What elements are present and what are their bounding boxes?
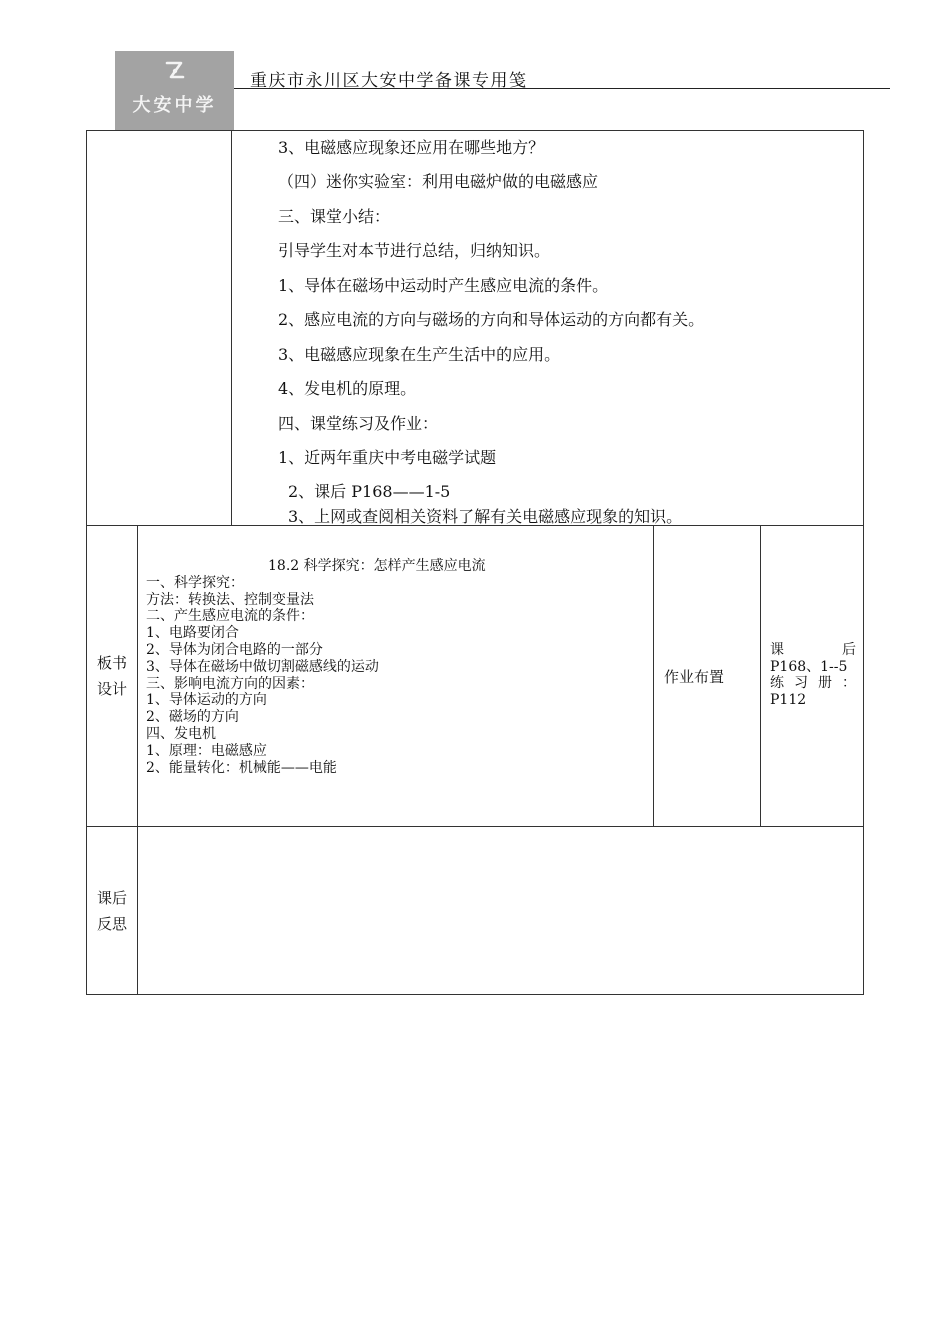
board-line: 方法：转换法、控制变量法: [146, 591, 314, 608]
process-line: 4、发电机的原理。: [278, 379, 417, 398]
board-line: 一、科学探究：: [146, 574, 244, 591]
board-line: 2、磁场的方向: [146, 709, 239, 726]
board-title: 18.2 科学探究：怎样产生感应电流: [268, 558, 486, 574]
board-line: 二、产生感应电流的条件：: [146, 608, 314, 625]
school-emblem-icon: [163, 59, 187, 81]
process-line: 3、上网或查阅相关资料了解有关电磁感应现象的知识。: [288, 507, 683, 526]
table-border-top: [86, 130, 864, 131]
reflection-content-area[interactable]: [138, 827, 863, 994]
process-line: 2、感应电流的方向与磁场的方向和导体运动的方向都有关。: [278, 310, 705, 329]
board-line: 1、导体运动的方向: [146, 692, 267, 709]
homework-content-divider: [760, 525, 761, 826]
table-border-left: [86, 130, 87, 995]
board-line: 1、电路要闭合: [146, 625, 239, 642]
table-border-right: [863, 130, 864, 995]
board-line: 四、发电机: [146, 725, 216, 742]
process-line: 三、课堂小结：: [278, 207, 391, 226]
board-design-content: [146, 558, 486, 776]
process-line: 2、课后 P168——1-5: [288, 482, 451, 501]
homework-label: 作业布置: [664, 668, 725, 686]
process-line: 3、电磁感应现象在生产生活中的应用。: [278, 345, 561, 364]
school-logo: [115, 51, 234, 130]
board-line: 1、原理：电磁感应: [146, 742, 267, 759]
board-line: 2、能量转化：机械能——电能: [146, 759, 337, 776]
page-title: 重庆市永川区大安中学备课专用笺: [250, 71, 528, 91]
process-line: 引导学生对本节进行总结，归纳知识。: [278, 241, 551, 260]
header-divider: [234, 88, 890, 89]
board-line: 三、影响电流方向的因素：: [146, 675, 314, 692]
table-border-bottom: [86, 994, 864, 995]
logo-text: 大安中学: [132, 95, 217, 116]
process-line: 四、课堂练习及作业：: [278, 414, 439, 433]
process-line: 3、电磁感应现象还应用在哪些地方？: [278, 138, 545, 157]
process-line: （四）迷你实验室：利用电磁炉做的电磁感应: [278, 172, 599, 191]
board-line: 3、导体在磁场中做切割磁感线的运动: [146, 658, 379, 675]
process-line: 1、近两年重庆中考电磁学试题: [278, 448, 497, 467]
board-line: 2、导体为闭合电路的一部分: [146, 641, 323, 658]
board-design-label: 板书 设计: [96, 654, 127, 698]
homework-label-divider: [653, 525, 654, 826]
process-line: 1、导体在磁场中运动时产生感应电流的条件。: [278, 276, 609, 295]
reflection-label: 课后 反思: [96, 889, 127, 933]
process-column-divider: [231, 130, 232, 525]
homework-content: 课 后 P168、1--5 练 习 册 ： P112: [770, 642, 856, 708]
